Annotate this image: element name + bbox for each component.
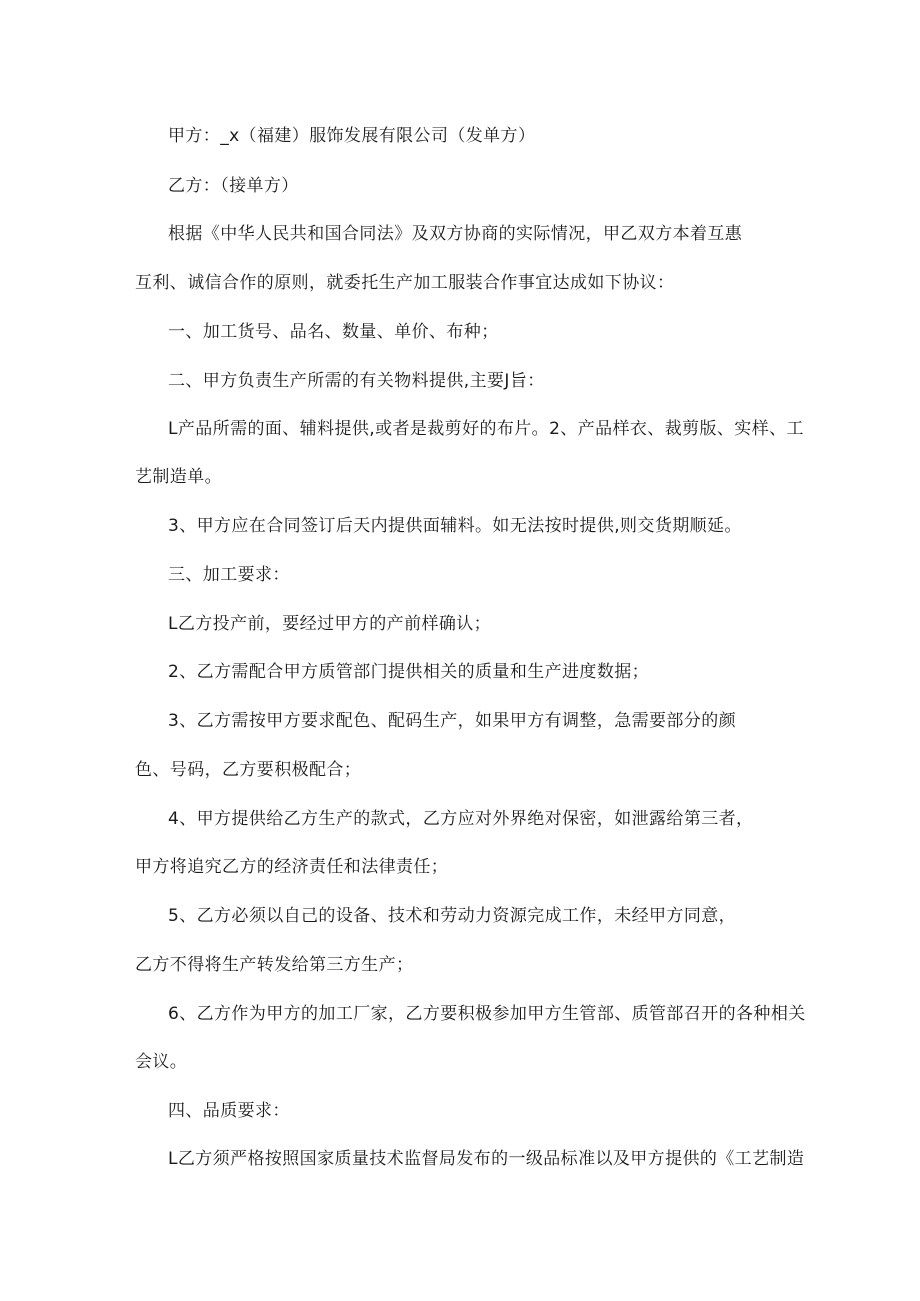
- clause-2-1-line-1: L产品所需的面、辅料提供,或者是裁剪好的布片。2、产品样衣、裁剪版、实样、工: [168, 419, 804, 439]
- preamble-line-2: 互利、诚信合作的原则，就委托生产加工服装合作事宜达成如下协议：: [135, 273, 675, 293]
- clause-3-3-line-2: 色、号码，乙方要积极配合；: [135, 760, 362, 780]
- clause-3-6-line-1: 6、乙方作为甲方的加工厂家，乙方要积极参加甲方生管部、质管部召开的各种相关: [168, 1004, 806, 1024]
- clause-3-3-line-1: 3、乙方需按甲方要求配色、配码生产，如果甲方有调整，急需要部分的颜: [168, 711, 737, 731]
- section-3-heading: 三、加工要求：: [168, 565, 290, 585]
- clause-3-4-line-1: 4、甲方提供给乙方生产的款式，乙方应对外界绝对保密，如泄露给第三者，: [168, 809, 754, 829]
- clause-3-4-line-2: 甲方将追究乙方的经济责任和法律责任；: [135, 857, 449, 877]
- clause-3-5-line-2: 乙方不得将生产转发给第三方生产；: [135, 955, 414, 975]
- clause-3-2: 2、乙方需配合甲方质管部门提供相关的质量和生产进度数据；: [168, 662, 650, 682]
- party-b-line: 乙方：（接单方）: [168, 176, 299, 196]
- clause-3-1: L乙方投产前，要经过甲方的产前样确认；: [168, 614, 492, 634]
- clause-4-1-line-1: L乙方须严格按照国家质量技术监督局发布的一级品标准以及甲方提供的《工艺制造: [168, 1149, 805, 1169]
- clause-2-1-line-2: 艺制造单。: [135, 467, 222, 487]
- clause-3-5-line-1: 5、乙方必须以自己的设备、技术和劳动力资源完成工作，未经甲方同意，: [168, 906, 737, 926]
- section-2-heading: 二、甲方负责生产所需的有关物料提供,主要J旨：: [168, 371, 545, 391]
- clause-3-6-line-2: 会议。: [135, 1052, 188, 1072]
- clause-2-3: 3、甲方应在合同签订后天内提供面辅料。如无法按时提供,则交货期顺延。: [168, 516, 742, 536]
- party-a-line: 甲方：_x（福建）服饰发展有限公司（发单方）: [168, 126, 536, 146]
- section-1-heading: 一、加工货号、品名、数量、单价、布种；: [168, 322, 499, 342]
- section-4-heading: 四、品质要求：: [168, 1101, 290, 1121]
- preamble-line-1: 根据《中华人民共和国合同法》及双方协商的实际情况，甲乙双方本着互惠: [168, 224, 743, 244]
